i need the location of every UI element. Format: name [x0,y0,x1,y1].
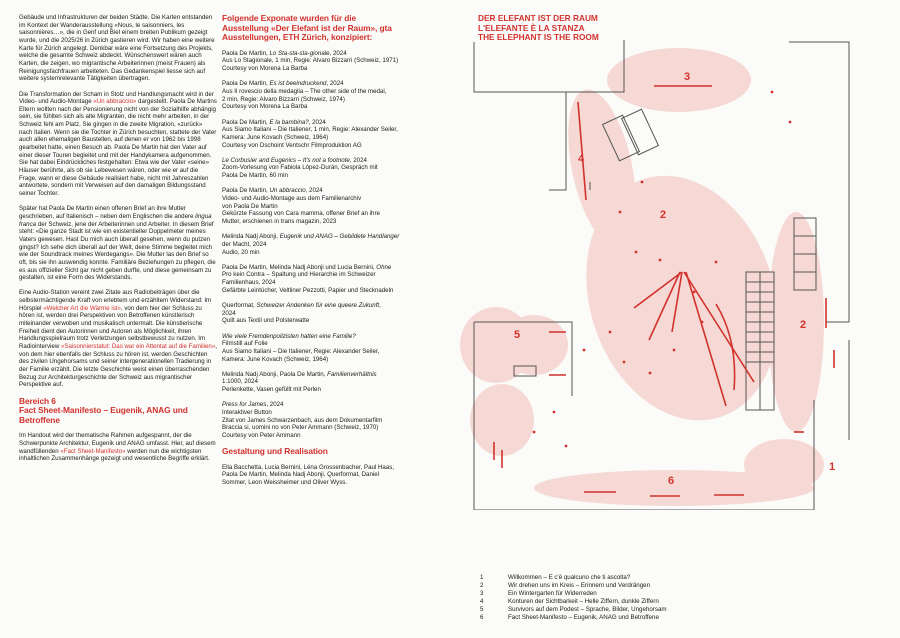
area-label-3: 3 [684,71,691,83]
exhibit-entry [222,80,404,111]
exhibit-detail-line: Familienhaus, 2024 [222,279,276,287]
exhibit-detail-line: Filmstill auf Folie [222,340,268,348]
area-label-1: 1 [829,461,836,473]
area-label-2-center: 2 [660,209,667,221]
exhibit-detail-line: Courtesy von Peter Ammann [222,431,301,439]
legend-number: 1 [480,574,484,581]
text-column-left [19,14,217,471]
legend-row [480,598,667,606]
area-label-2-right: 2 [800,319,807,331]
exhibit-title-line: Paola De Martin, Un abbraccio, 2024 [222,187,323,195]
zone-1 [744,439,824,491]
exhibit-title-line: Paola De Martin, Melinda Nadj Abonji und Lucia Bernini, Ohne [222,263,392,271]
paragraph-maps: Gebäude und Infrastrukturen der beiden Städte. Die Karten entstanden im Kontext der Wanderausstellung «Nous, le saisonniers, les saisonnières…», die in Genf und Biel einem breiten Publikum gezeigt wurde, und die 2025/26 in Zürich gastieren wird. Wir haben eine weitere Karte für Zürich angelegt. Denkbar wäre eine Fortsetzung des Projekts, welche die gesamte Schweiz abdeckt. Wünschenswert wären auch Karten, die zeigen, wo migrantische Arbeiterinnen (meist Frauen) als Reinigungsfachfrauen arbeiteten. Das Gedankenspiel liesse sich auf weitere systemrelevante Tätigkeiten übertragen. [19,14,215,83]
exhibit-entry [222,119,404,150]
legend-number: 2 [480,581,484,589]
plan-title-de: DER ELEFANT IST DER RAUM [478,13,598,23]
paragraph-audio-station: Eine Audio-Station vereint zwei Zitate aus Radiobeiträgen über die selbstermächtigende Kraft von erlebtem und erzähltem Widerstand: Im Hörspiel «Welcher Art die Wärme ist», von dem hier der Schluss zu hören ist, werden drei Perspektiven von Betroffenen künstlerisch miteinander verwoben und musikalisch untermalt. Die künstlerische Freiheit dient den Autorinnen und Autoren als Möglichkeit, ihren Handlungsspielraum trotz Verletzungen selbstbewusst zu nutzen. Im Radiointerview «Saisonnierstatut: Das war ein Attentat auf die Familien», von dem hier ebenfalls der Schluss zu hören ist, werden Geschichten des zivilen Ungehorsams und seiner intergenerationellen Tradierung in der Familie erzählt. Die letzte Geschichte weist einen überraschenden Bezug zur Architekturgeschichte der Schweiz aus migrantischer Perspektive auf. [19,289,217,389]
exhibit-entry [222,264,404,295]
exhibit-detail-line: Pro kein Contra – Spaltung und Hierarchie im Schweizer [222,271,376,279]
exhibit-detail-line: Aus Siamo Italiani – Die Italiener, Regie: Alexander Seiler, [222,347,380,355]
exhibit-detail-line: 2 min, Regie: Alvaro Bizzarri (Schweiz, 1974) [222,95,345,103]
legend-text: Ein Wintergarten für Widerreden [508,589,597,597]
legend-row [480,574,667,582]
exhibit-detail-line: Aus Siamo Italiani – Die Italiener, 1 min, Regie: Alexander Seiler, [222,126,398,134]
exhibit-detail-line: Audio, 20 min [222,248,260,256]
exhibit-detail-line: Kamera: June Kovach (Schweiz, 1964) [222,355,329,363]
exhibit-detail-line: Aus Il rovescio della medaglia – The other side of the medal, [222,88,387,95]
exhibit-detail-line: Courtesy von Morena La Barba [222,103,308,111]
legend-text: Wir drehen uns im Kreis – Erinnern und Verdrängen [508,581,651,589]
exhibit-title-line: Wie viele Fremdenpolizisten hatten eine Familie? [222,332,356,340]
exhibit-detail-line: Zitat von James Schwarzenbach, aus dem Dokumentarfilm [222,416,383,424]
exhibit-title-line: Querformat, Schweizer Andenken für eine queere Zukunft, [222,302,381,309]
exhibit-detail-line: Video- und Audio-Montage aus dem Familienarchiv [222,195,362,202]
legend-text: Willkommen – E c'è qualcuno che ti ascolta? [508,574,631,581]
legend-text: Konturen der Sichtbarkeit – Helle Ziffern, dunkle Ziffern [508,597,659,605]
legend-number: 3 [480,589,484,597]
link-un-abbraccio[interactable]: «Un abbraccio» [93,98,137,106]
area-label-6: 6 [668,475,675,487]
exhibit-detail-line: Mutter, erschienen in trans magazin, 2023 [222,217,337,225]
exhibit-title-line: Melinda Nadj Abonji, Paola De Martin, Familienverhältnis [222,370,377,378]
exhibit-detail-line: Zoom-Vorlesung von Fabiola López-Durán, Gespräch mit [222,164,378,172]
legend-text: Survivors auf dem Podest – Sprache, Bilder, Ungehorsam [508,605,667,613]
paragraph-abbraccio: Die Transformation der Scham in Stolz und Handlungsmacht wird in der Video- und Audio-Montage «Un abbraccio» dargestellt. Paola De Martins Eltern wollten nach der Pensionierung nicht von der Sozialhilfe abhängig sein, sie fühlten sich als alte Migranten, die nicht mehr arbeiten, in der Schweiz fehl am Platz. Sie gingen in die zweite Migration, «zurück» nach Italien. Wenn sie die Tochter in Zürich besuchten, stattete der Vater auch allen ehemaligen Baustellen, auf denen er von 1962 bis 1998 gearbeitet hatte, einen Besuch ab. Paola De Martin hat den Vater auf einer dieser Touren begleitet und mit der Handykamera aufgenommen. Sie hat dabei Eindrückliches festgehalten: Etwa wie der Vater «seine» Häuser berührte, als ob sie Lebewesen wären, oder wie er auf die Frage, wann er diese Gebäude realisiert habe, nicht mit Jahreszahlen antwortete, sondern mit Verweisen auf den damaligen Bildungsstand seiner Tochter. [19,90,217,198]
zones [460,48,824,506]
exhibit-entry [222,371,404,394]
exhibit-detail-line: Gefärbte Leintücher, Veltliner Pezzotti, Papier und Stecknadeln [222,286,394,294]
exhibit-detail-line: Aus Lo Stagionale, 1 min, Regie: Alvaro Bizzarri (Schweiz, 1971) [222,57,399,65]
plan-legend [480,574,667,621]
exhibit-entry [222,157,404,180]
exhibit-detail-line: Interaktiver Button [222,409,272,416]
legend-number: 4 [480,597,484,605]
legend-number: 5 [480,605,484,613]
paragraph-letter: Später hat Paola De Martin einen offenen Brief an ihre Mutter geschrieben, auf Italienisch – neben dem Englischen die andere lingua franca der Schweiz, jene der Arbeiterinnen und Arbeiter. In diesem Brief steht: «Die ganze Stadt ist wie ein existentieller Doppelmeter meines Vaters gewesen. Hast Du mich auch überall gesehen, wenn du putzen gingst? Ich sehe dich überall auf der Welt, deine Stimme begleitet mich wie der Soundtrack meines Werdegangs». Die Mutter las den Brief so oft, bis sie ihn auswendig konnte. Familiäre Beziehungen zu pflegen, die es aus offizieller Sicht gar nicht geben durfte, und diese gemeinsam zu gestalten, ist eine Form des Widerstands. [19,205,216,282]
exhibit-detail-line: von Paola De Martin [222,202,278,210]
exhibit-entry [222,50,404,73]
legend-row [480,582,667,590]
text-column-middle [222,14,404,487]
exhibit-detail-line: 1:1000, 2024 [222,378,258,386]
floor-plan [454,40,874,510]
exhibit-detail-line: der Macht, 2024 [222,240,267,248]
exhibits-heading: Folgende Exponate wurden für die Ausstellung «Der Elefant ist der Raum», gta Ausstellungen, ETH Zürich, konzipiert: [222,13,392,43]
exhibit-detail-line: 2024 [222,309,236,317]
exhibit-title-line: Le Corbusier and Eugenics – It's not a footnote, 2024 [222,156,367,164]
exhibit-entry [222,187,404,225]
exhibit-detail-line: Perlenkette, Vasen gefüllt mit Perlen [222,386,321,394]
zone-3 [607,48,751,112]
legend-number: 6 [480,613,484,621]
exhibit-entry [222,302,404,325]
exhibit-title-line: Paola De Martin, Es ist beeindruckend, 2024 [222,80,344,88]
exhibit-detail-line: Kamera: June Kovach (Schweiz, 1964) [222,133,329,141]
zone-5-c [470,384,534,456]
legend-row [480,590,667,598]
legend-text: Fact Sheet-Manifesto – Eugenik, ANAG und Betroffene [508,613,659,621]
exhibit-detail-line: Courtesy von Dschoint Ventschr Filmproduktion AG [222,141,362,149]
plan-title [478,14,599,43]
exhibit-title-line: Paola De Martin, Lo Sta-sta-sta-gionale, 2024 [222,49,347,57]
area-label-5: 5 [514,329,521,341]
exhibit-detail-line: Gekürzte Fassung von Cara mamma, offener Brief an ihre [222,210,380,218]
link-waerme[interactable]: «Welcher Art die Wärme ist» [43,304,121,312]
plan-title-en: THE ELEPHANT IS THE ROOM [478,32,599,42]
exhibit-title-line: Melinda Nadj Abonji, Eugenik und ANAG – Gebildete Handlanger [222,233,400,241]
section-heading-6: Bereich 6 Fact Sheet-Manifesto – Eugenik, ANAG und Betroffene [19,395,188,425]
exhibit-entry [222,233,404,256]
exhibit-detail-line: Courtesy von Morena La Barba [222,65,308,73]
exhibit-detail-line: Paola De Martin, 60 min [222,172,288,180]
exhibit-detail-line: Quilt aus Textil und Polsterwatte [222,317,310,325]
exhibit-detail-line: Braccia si, uomini no von Peter Ammann (Schweiz, 1970) [222,424,379,432]
exhibit-entry [222,333,404,364]
area-label-4: 4 [578,153,585,165]
exhibit-title-line: Paola De Martin, E la bambina?, 2024 [222,118,326,126]
design-heading: Gestaltung und Realisation [222,446,328,457]
legend-row [480,614,667,622]
exhibit-title-line: Press for James, 2024 [222,401,284,409]
legend-row [480,606,667,614]
design-credits: Ella Bacchetta, Lucia Bernini, Léna Grossenbacher, Paul Haas, Paola De Martin, Melinda Nadj Abonji, Querformat, Daniel Sommer, Leon Weissheimer und Oliver Wyss. [222,463,395,487]
exhibit-list [222,50,404,440]
link-saisonnierstatut[interactable]: «Saisonnierstatut: Das war ein Attentat auf die Familien» [60,343,216,351]
paragraph-handout: Im Handout wird der thematische Rahmen aufgespannt, der die Schwerpunkte Architektur, Eugenik und ANAG umfasst. Hier, auf diesem wandfüllenden «Fact Sheet-Manifesto» werden nun die wichtigsten inhaltlichen Zusammenhänge gezeigt und wesentliche Begriffe erklärt. [19,432,216,463]
plan-title-it: L'ELEFANTE È LA STANZA [478,22,585,33]
link-fact-sheet[interactable]: «Fact Sheet-Manifesto» [60,447,126,455]
exhibit-entry [222,401,404,439]
